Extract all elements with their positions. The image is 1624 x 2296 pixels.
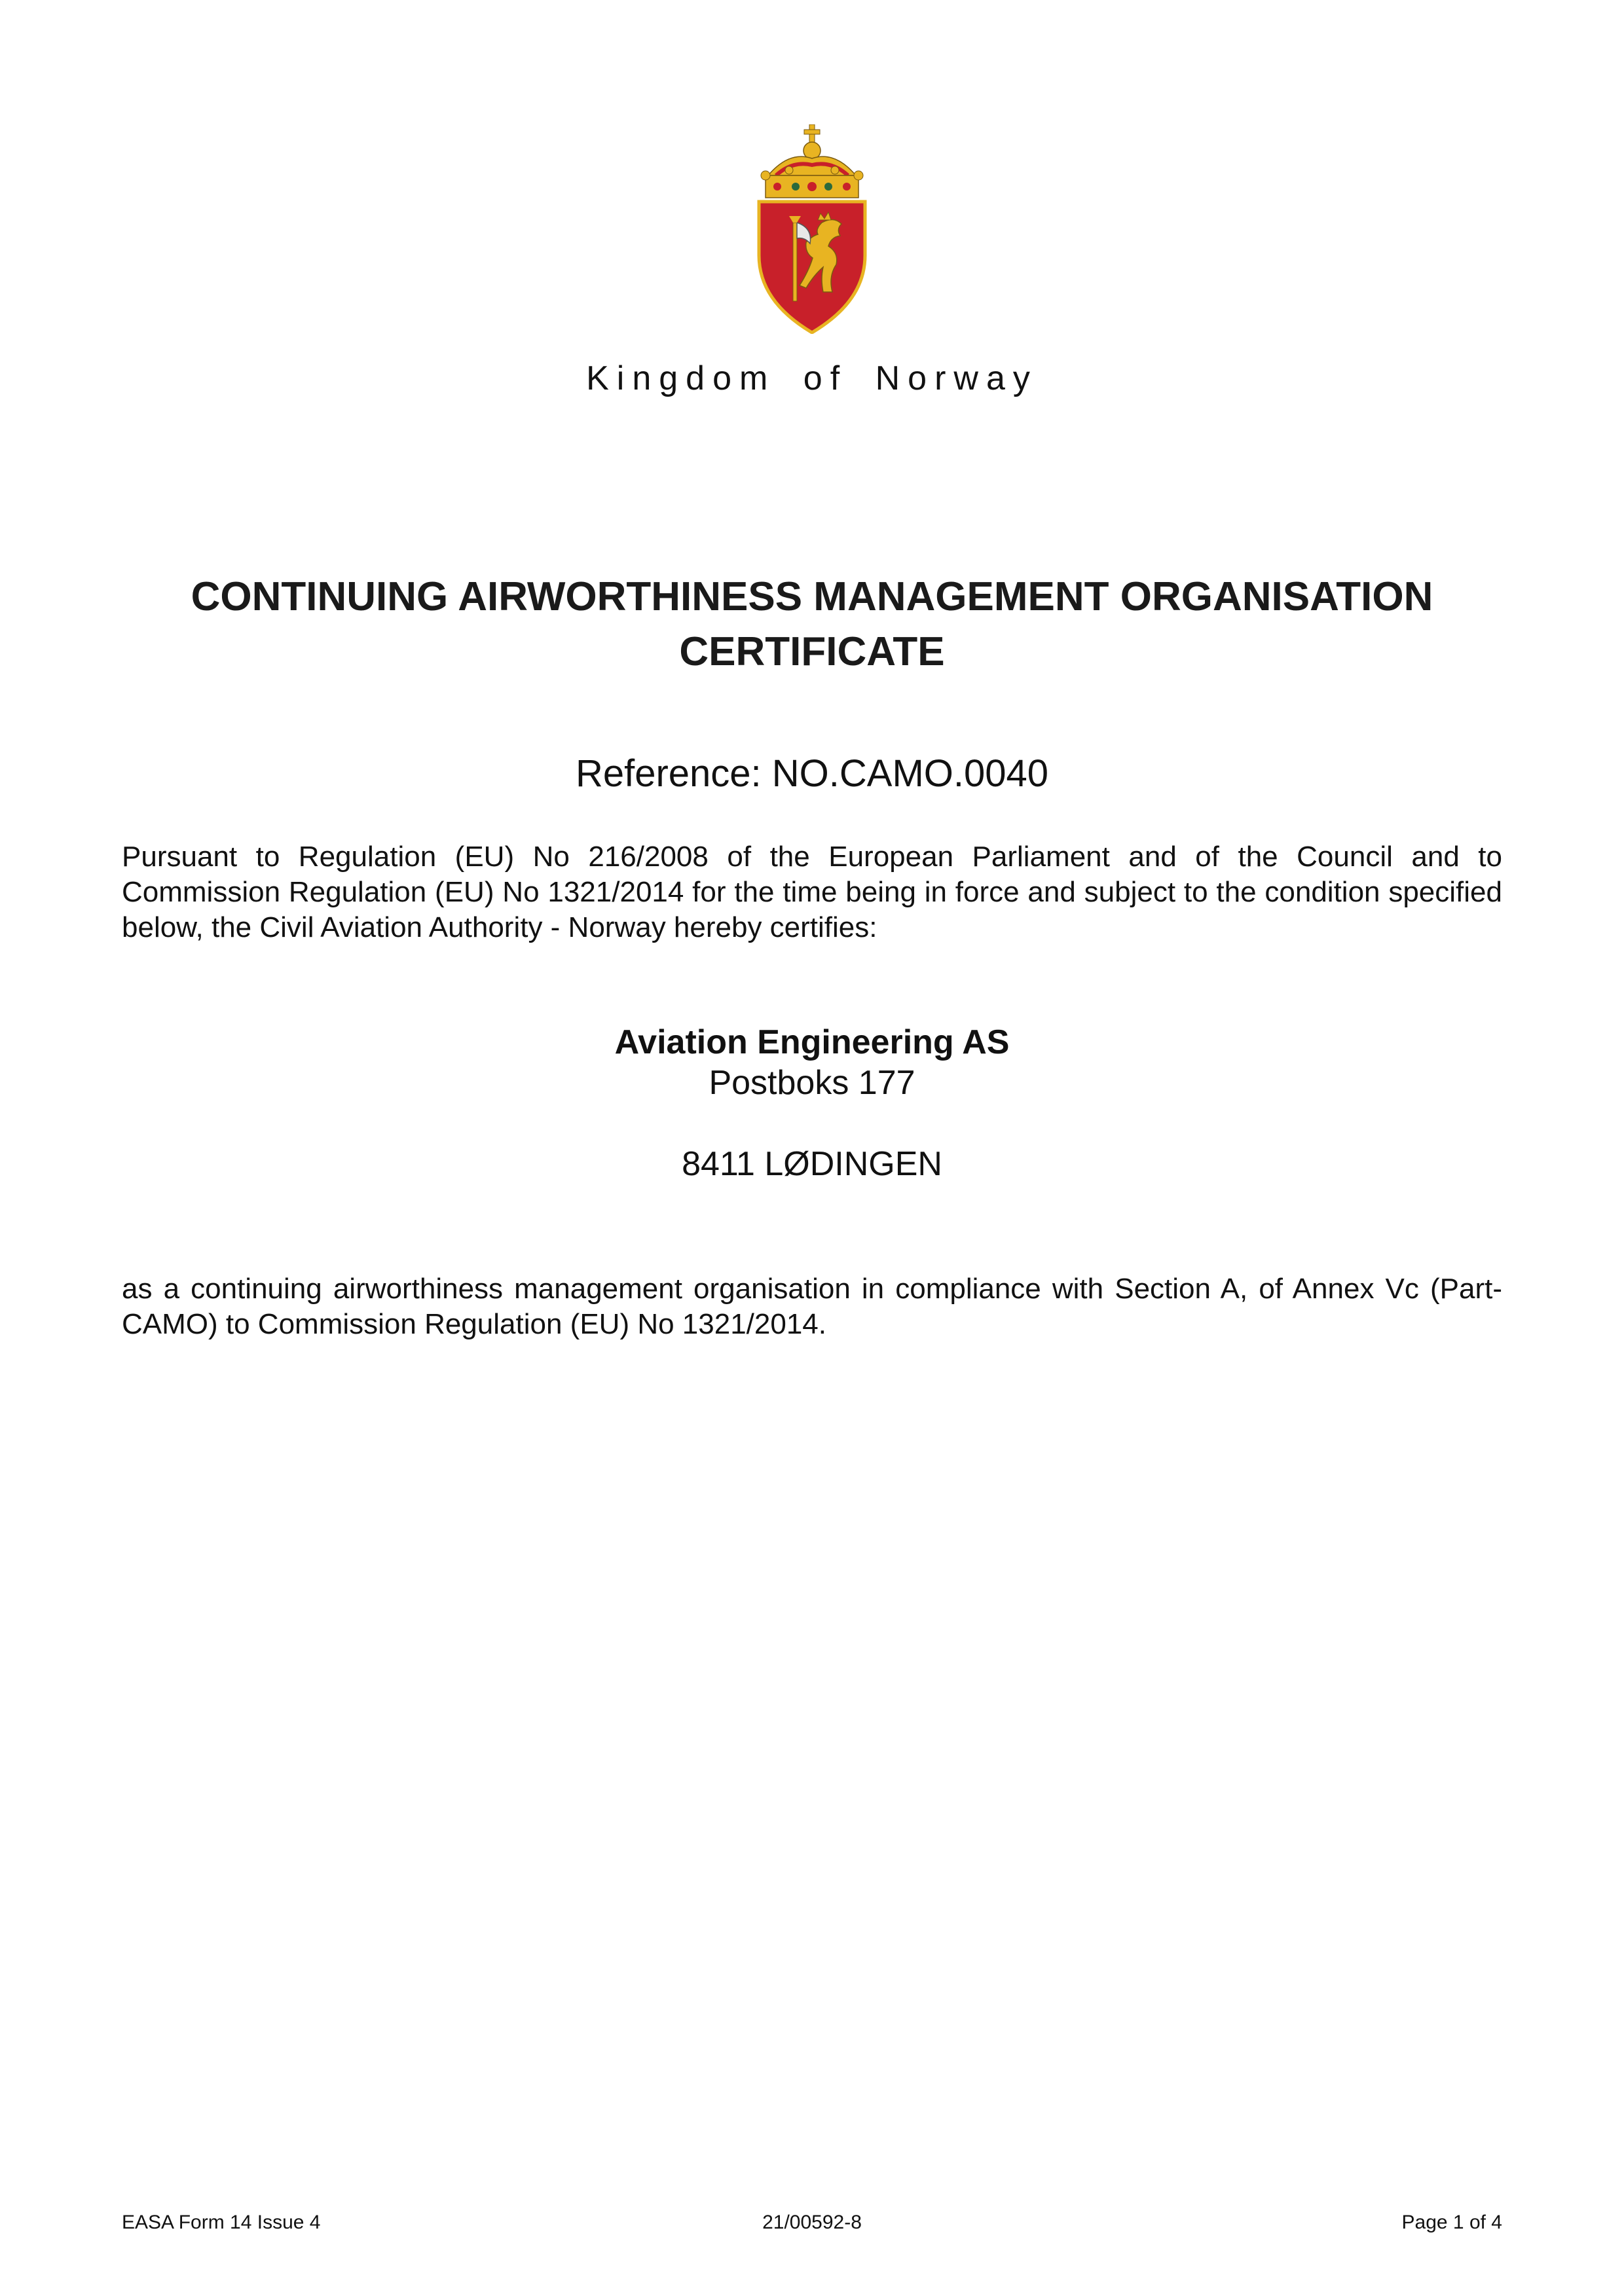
footer-page-number: Page 1 of 4 (1401, 2212, 1502, 2233)
norway-coat-of-arms-icon (750, 124, 874, 334)
organisation-postbox: Postboks 177 (709, 1064, 915, 1102)
certificate-title (0, 570, 1624, 680)
pursuant-paragraph: Pursuant to Regulation (EU) No 216/2008 of the European Parliament and of the Council and to Commission Regulation (EU) No 1321/2014 for the time being in force and subject to the condition specified below, the Civil Aviation Authority - Norway hereby certifies: (122, 841, 1502, 943)
organisation-name: Aviation Engineering AS (614, 1023, 1010, 1061)
footer-doc-number: 21/00592-8 (762, 2212, 862, 2233)
footer-form: EASA Form 14 Issue 4 (122, 2212, 321, 2233)
compliance-paragraph: as a continuing airworthiness management organisation in compliance with Section A, of Annex Vc (Part-CAMO) to Commission Regulation (EU) No 1321/2014. (122, 1273, 1502, 1340)
country-name: Kingdom of Norway (586, 359, 1038, 397)
organisation-city: 8411 LØDINGEN (682, 1145, 942, 1183)
reference-number: Reference: NO.CAMO.0040 (575, 752, 1049, 795)
title-line-1: CONTINUING AIRWORTHINESS MANAGEMENT ORGANISATION (191, 574, 1433, 619)
title-line-2: CERTIFICATE (679, 629, 945, 674)
